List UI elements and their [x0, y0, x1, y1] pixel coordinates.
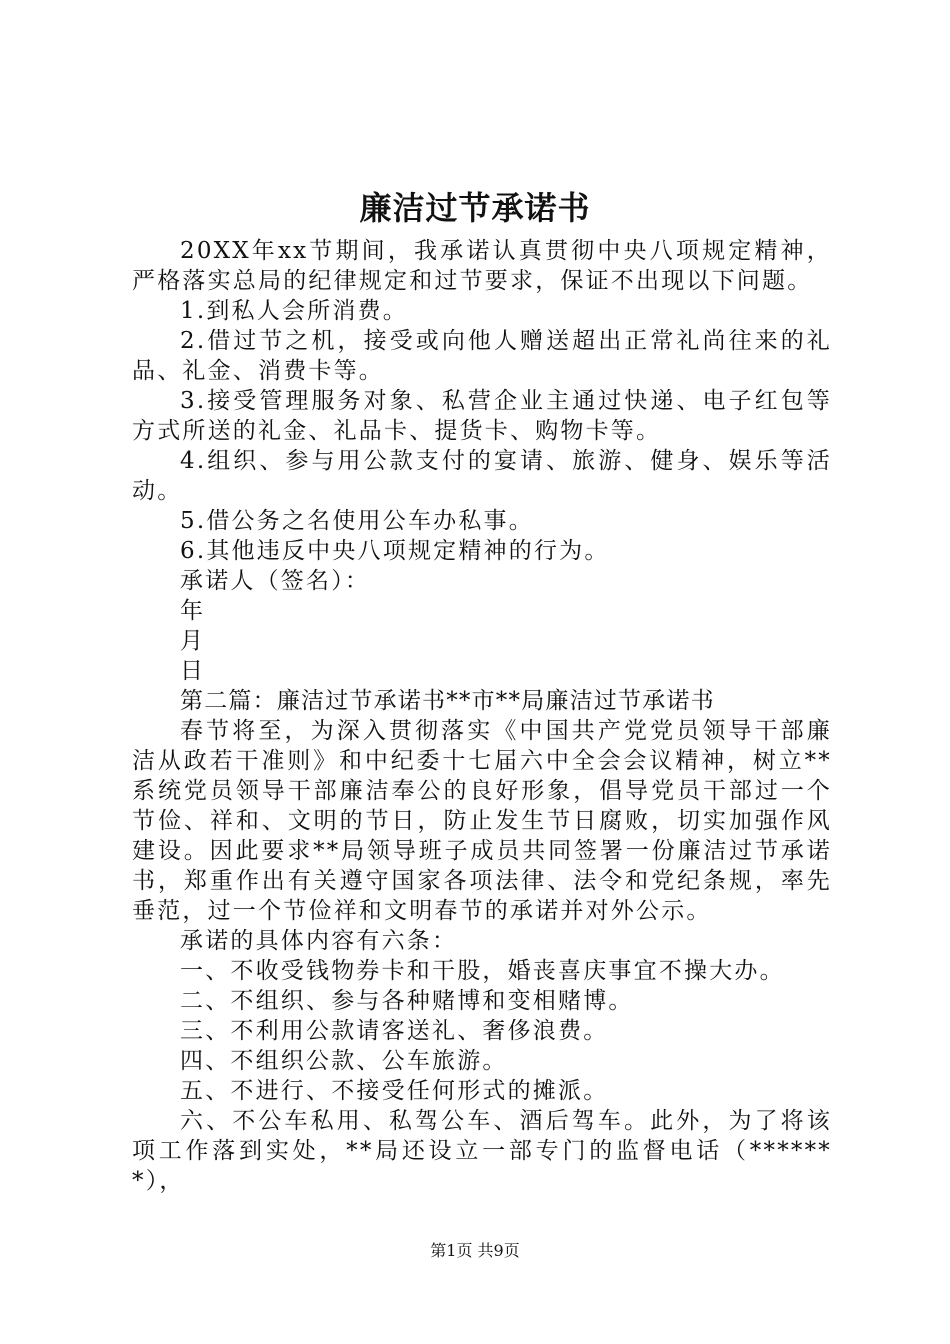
paragraph-six-items-lead: 承诺的具体内容有六条：	[180, 928, 458, 954]
pledge-item-4: 四、不组织公款、公车旅游。	[180, 1048, 508, 1074]
document-title: 廉洁过节承诺书	[359, 189, 591, 227]
signature-line: 承诺人（签名）：	[180, 568, 371, 594]
paragraph-item-1: 1.到私人会所消费。	[180, 298, 408, 324]
pledge-item-6: 六、不公车私用、私驾公车、酒后驾车。此外，为了将该项工作落到实处，**局还设立一部专门的监督电话（*******），	[132, 1108, 832, 1194]
paragraph-intro: 20XX年xx节期间，我承诺认真贯彻中央八项规定精神，严格落实总局的纪律规定和过节要求，保证不出现以下问题。	[132, 238, 832, 294]
paragraph-item-3: 3.接受管理服务对象、私营企业主通过快递、电子红包等方式所送的礼金、礼品卡、提货卡、购物卡等。	[132, 388, 832, 444]
pledge-item-1: 一、不收受钱物券卡和干股，婚丧喜庆事宜不操大办。	[180, 958, 785, 984]
paragraph-item-2: 2.借过节之机，接受或向他人赠送超出正常礼尚往来的礼品、礼金、消费卡等。	[132, 328, 832, 384]
pledge-item-2: 二、不组织、参与各种赌博和变相赌博。	[180, 988, 634, 1014]
paragraph-section-two-intro: 春节将至，为深入贯彻落实《中国共产党党员领导干部廉洁从政若干准则》和中纪委十七届六中全会会议精神，树立**系统党员领导干部廉洁奉公的良好形象，倡导党员干部过一个节俭、祥和、文明的节日，防止发生节日腐败，切实加强作风建设。因此要求**局领导班子成员共同签署一份廉洁过节承诺书，郑重作出有关遵守国家各项法律、法令和党纪条规，率先垂范，过一个节俭祥和文明春节的承诺并对外公示。	[132, 718, 832, 924]
document-body	[132, 236, 832, 1196]
date-day: 日	[180, 658, 206, 684]
date-year: 年	[180, 598, 206, 624]
page-indicator: 第1页 共9页	[430, 1241, 520, 1260]
section-two-heading: 第二篇：廉洁过节承诺书**市**局廉洁过节承诺书	[180, 688, 715, 714]
pledge-item-3: 三、不利用公款请客送礼、奢侈浪费。	[180, 1018, 609, 1044]
pledge-item-5: 五、不进行、不接受任何形式的摊派。	[180, 1078, 609, 1104]
paragraph-item-5: 5.借公务之名使用公车办私事。	[180, 508, 534, 534]
paragraph-item-6: 6.其他违反中央八项规定精神的行为。	[180, 538, 610, 564]
date-month: 月	[180, 628, 206, 654]
paragraph-item-4: 4.组织、参与用公款支付的宴请、旅游、健身、娱乐等活动。	[132, 448, 832, 504]
